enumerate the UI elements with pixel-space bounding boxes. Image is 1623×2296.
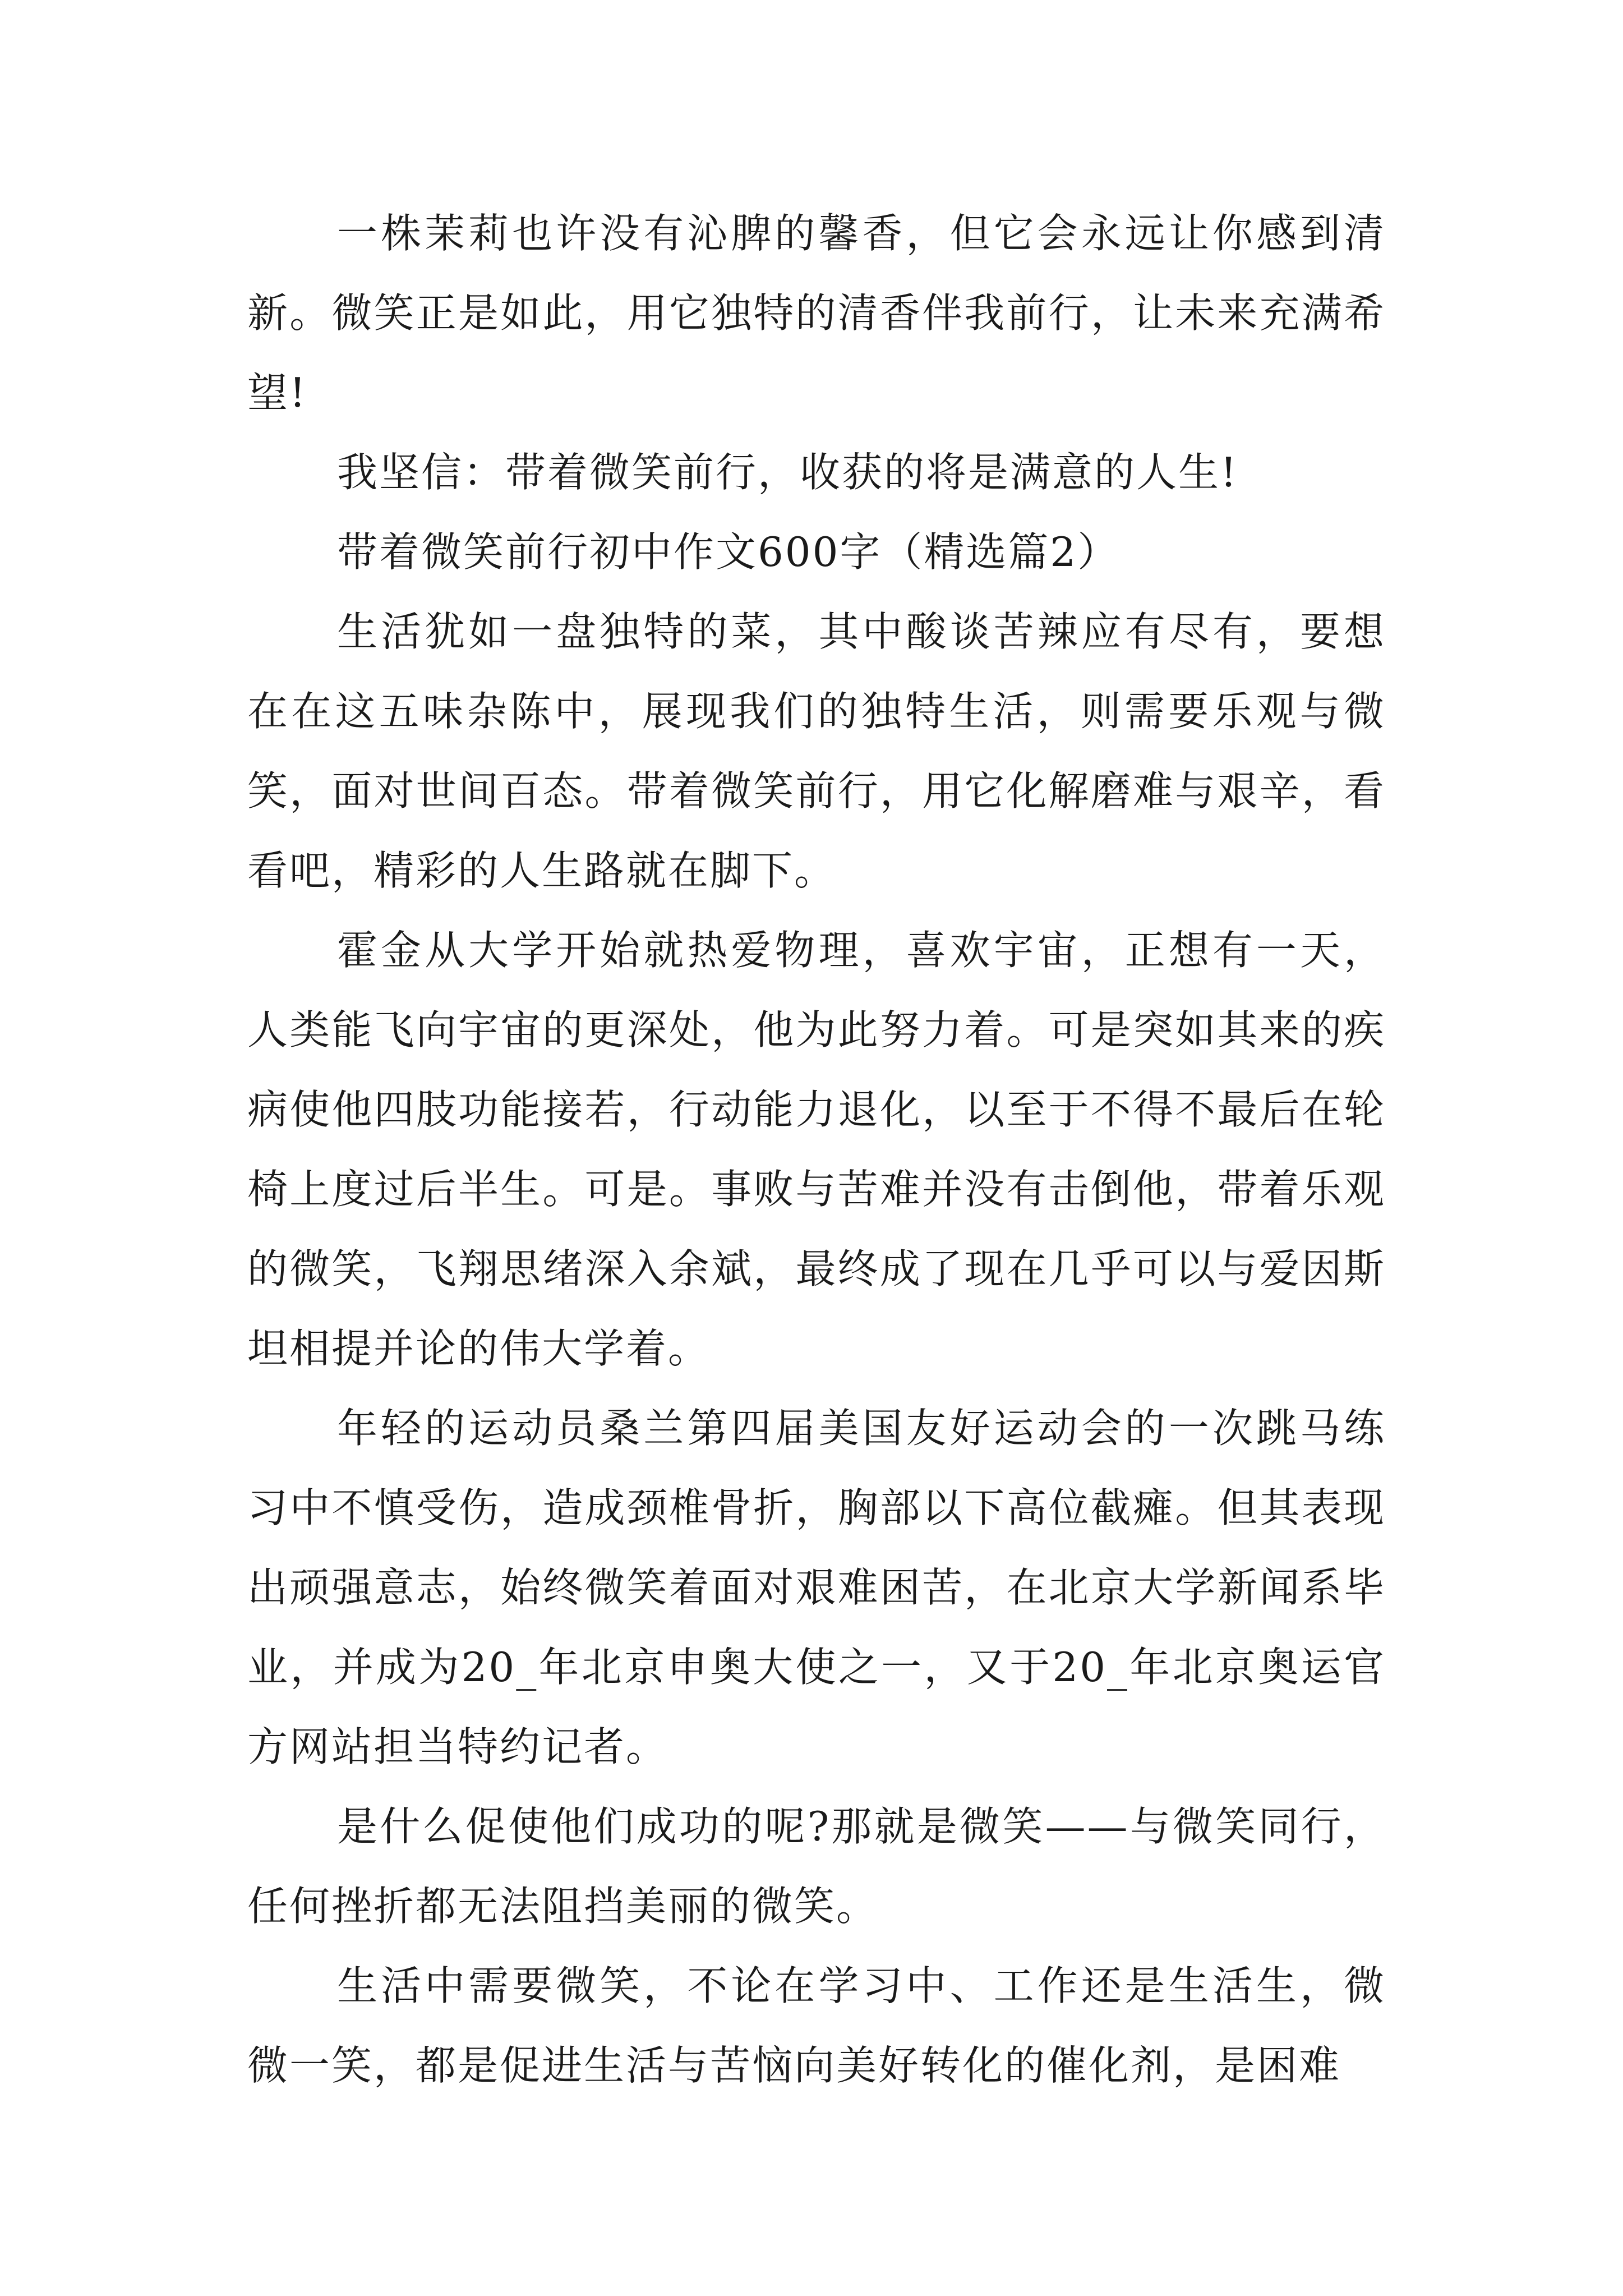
paragraph-life: 生活犹如一盘独特的菜，其中酸谈苦辣应有尽有，要想在在这五味杂陈中，展现我们的独特生活，则需要乐观与微笑，面对世间百态。带着微笑前行，用它化解磨难与艰辛，看看吧，精彩的人生路就在脚下。 <box>247 608 1386 894</box>
paragraph-hawking: 霍金从大学开始就热爱物理，喜欢宇宙，正想有一天，人类能飞向宇宙的更深处，他为此努力着。可是突如其来的疾病使他四肢功能接若，行动能力退化，以至于不得不最后在轮椅上度过后半生。可是。事败与苦难并没有击倒他，带着乐观的微笑，飞翔思绪深入余斌，最终成了现在几乎可以与爱因斯坦相提并论的伟大学着。 <box>247 927 1386 1372</box>
document-body <box>247 194 1386 2105</box>
paragraph-jasmine: 一株茉莉也许没有沁脾的馨香，但它会永远让你感到清新。微笑正是如此，用它独特的清香伴我前行，让未来充满希望! <box>247 210 1386 416</box>
paragraph-sang-lan: 年轻的运动员桑兰第四届美国友好运动会的一次跳马练习中不慎受伤，造成颈椎骨折，胸部以下高位截瘫。但其表现出顽强意志，始终微笑着面对艰难困苦，在北京大学新闻系毕业，并成为20_年北京申奥大使之一，又于20_年北京奥运官方网站担当特约记者。 <box>247 1405 1386 1770</box>
section-heading: 带着微笑前行初中作文600字（精选篇2） <box>337 528 1120 576</box>
paragraph-need-smile: 生活中需要微笑，不论在学习中、工作还是生活生，微微一笑，都是促进生活与苦恼向美好转化的催化剂，是困难 <box>247 1962 1386 2089</box>
paragraph-success: 是什么促使他们成功的呢?那就是微笑——与微笑同行，任何挫折都无法阻挡美丽的微笑。 <box>247 1803 1386 1930</box>
paragraph-belief: 我坚信：带着微笑前行，收获的将是满意的人生! <box>337 449 1238 496</box>
